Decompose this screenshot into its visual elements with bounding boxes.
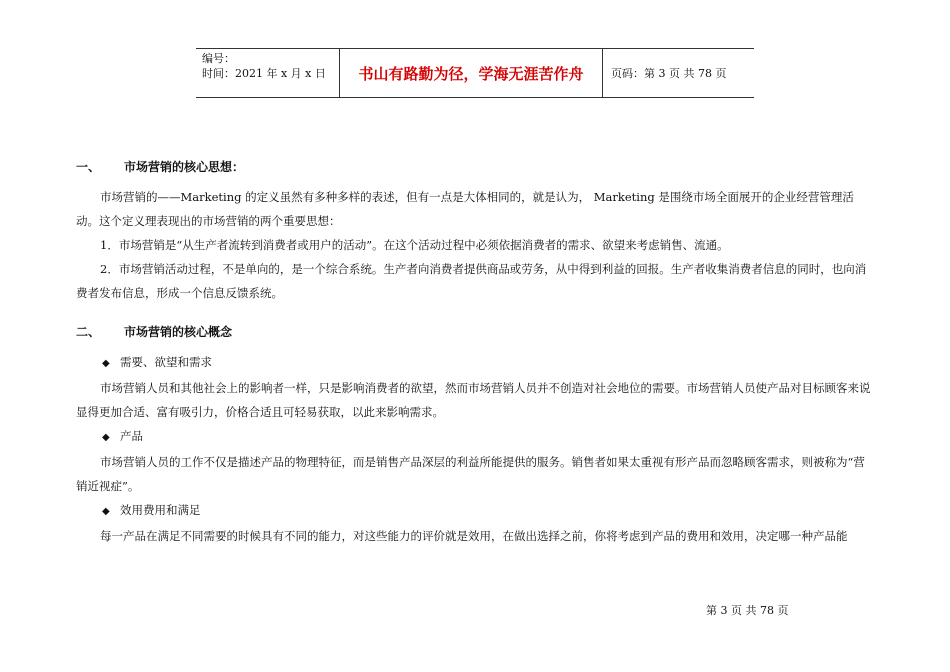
section-heading-2	[76, 323, 876, 340]
document-body	[76, 158, 876, 548]
motto: 书山有路勤为径，学海无涯苦作舟	[340, 49, 603, 97]
number-label: 编号：	[202, 52, 235, 65]
section-title: 市场营销的核心概念	[124, 325, 233, 339]
paragraph: 市场营销人员的工作不仅是描述产品的物理特征，而是销售产品深层的利益所能提供的服务。销售者如果太重视有形产品而忽略顾客需求，则被称为“营销近视症”。	[76, 455, 865, 493]
paragraph: 1．市场营销是“从生产者流转到消费者或用户的活动”。在这个活动过程中必须依据消费者的需求、欲望来考虑销售、流通。	[100, 238, 729, 252]
bullet-label: 产品	[120, 429, 143, 443]
bullet-item	[102, 498, 876, 524]
bullet-item	[102, 424, 876, 450]
bullet-item	[102, 350, 876, 376]
diamond-bullet-icon: ◆	[102, 432, 110, 443]
paragraph: 2．市场营销活动过程，不是单向的，是一个综合系统。生产者向消费者提供商品或劳务，从中得到利益的回报。生产者收集消费者信息的同时，也向消费者发布信息，形成一个信息反馈系统。	[76, 262, 867, 300]
bullet-label: 效用费用和满足	[120, 503, 201, 517]
section-title: 市场营销的核心思想：	[124, 160, 245, 174]
section-heading-1	[76, 158, 876, 175]
section-number: 二、	[76, 325, 101, 339]
paragraph: 每一产品在满足不同需要的时候具有不同的能力，对这些能力的评价就是效用，在做出选择之前，你将考虑到产品的费用和效用，决定哪一种产品能	[100, 529, 848, 543]
page-footer: 第 3 页 共 78 页	[706, 604, 789, 617]
page-code: 页码：第 3 页 共 78 页	[611, 67, 727, 80]
page-header	[196, 48, 754, 98]
paragraph: 市场营销人员和其他社会上的影响者一样，只是影响消费者的欲望，然而市场营销人员并不创造对社会地位的需要。市场营销人员使产品对目标顾客来说显得更加合适、富有吸引力，价格合适且可轻易获取，以此来影响需求。	[76, 381, 871, 419]
diamond-bullet-icon: ◆	[102, 358, 110, 369]
bullet-label: 需要、欲望和需求	[120, 355, 212, 369]
time-line: 时间：2021 年 x 月 x 日	[202, 67, 326, 80]
paragraph: 市场营销的——Marketing 的定义虽然有多种多样的表述，但有一点是大体相同的，就是认为， Marketing 是围绕市场全面展开的企业经营管理活动。这个定义理表现出的市场营销的两个重要思想：	[76, 190, 854, 228]
section-number: 一、	[76, 160, 101, 174]
header-meta	[196, 49, 340, 97]
diamond-bullet-icon: ◆	[102, 506, 110, 517]
